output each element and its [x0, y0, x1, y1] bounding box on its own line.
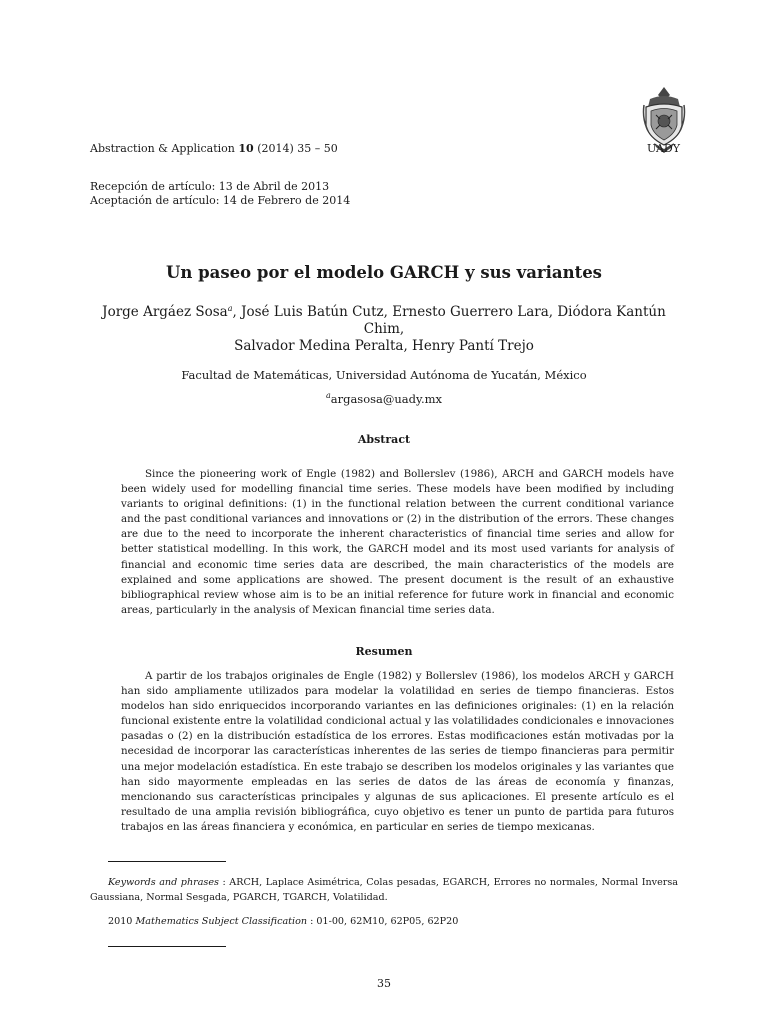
msc-label: Mathematics Subject Classification — [135, 916, 308, 927]
msc-prefix: 2010 — [108, 916, 136, 927]
paper-title: Un paseo por el modelo GARCH y sus variantes — [166, 263, 602, 282]
authors-line1: , José Luis Batún Cutz, Ernesto Guerrero Lara, Diódora Kantún Chim, — [232, 304, 666, 337]
journal-citation — [90, 142, 338, 156]
authors-line2: Salvador Medina Peralta, Henry Pantí Trejo — [234, 338, 534, 354]
publisher: UADY — [647, 142, 680, 155]
affiliation: Facultad de Matemáticas, Universidad Autónoma de Yucatán, México — [181, 368, 587, 382]
msc-footnote — [108, 914, 458, 929]
received-date: Recepción de artículo: 13 de Abril de 2013 — [90, 180, 330, 193]
email-mark: a — [325, 391, 331, 400]
first-author-mark: a — [227, 304, 233, 313]
msc-codes: : 01-00, 62M10, 62P05, 62P20 — [307, 916, 459, 927]
footnote-end-divider — [108, 946, 226, 947]
journal-name: Abstraction & Application — [90, 142, 235, 155]
journal-volume: 10 — [238, 142, 254, 155]
first-author: Jorge Argáez Sosa — [102, 304, 228, 320]
article-dates — [90, 180, 350, 208]
abstract-text: Since the pioneering work of Engle (1982) and Bollerslev (1986), ARCH and GARCH models have been widely used for modelling financial time series. These models have been modified by including variants to original definitions: (1) in the functional relation between the current conditional variance and the past conditional variances and innovations or (2) in the distribution of the errors. These changes are due to the need to incorporate the inherent characteristics of financial time series and allow for better statistical modelling. In this work, the GARCH model and its most used variants for analysis of financial and economic time series data are described, the main characteristics of the models are explained and some applications are showed. The present document is the result of an exhaustive bibliographical review whose aim is to be an initial reference for future work in financial and economic areas, particularly in the analysis of Mexican financial time series data. — [121, 468, 674, 616]
resumen-heading: Resumen — [355, 645, 413, 658]
footnote-divider — [108, 861, 226, 862]
keywords-label: Keywords and phrases — [108, 877, 219, 888]
resumen-text: A partir de los trabajos originales de Engle (1982) y Bollerslev (1986), los modelos ARCH y GARCH han sido ampliamente utilizados para modelar la volatilidad en series de tiempo financieras. Estos modelos han sido enriquecidos incorporando variantes en las definiciones originales: (1) en la relación funcional existente entre la volatilidad condicional actual y las volatilidades condicionales e innovaciones pasadas o (2) en la distribución estadística de los errores. Estas modificaciones están motivadas por la necesidad de incorporar las características inherentes de las series de tiempo financieras para permitir una mejor modelación estadística. En este trabajo se describen los modelos originales y las variantes que han sido mayormente empleadas en las series de datos de las áreas de economía y finanzas, mencionando sus características principales y algunas de sus aplicaciones. El presente artículo es el resultado de una amplia revisión bibliográfica, cuyo objetivo es tener un punto de partida para futuros trabajos en las áreas financiera y económica, en particular en series de tiempo mexicanas. — [121, 670, 674, 833]
keywords-text: : ARCH, Laplace Asimétrica, Colas pesadas, EGARCH, Errores no normales, Normal Inversa Gaussiana, Normal Sesgada, PGARCH, TGARCH, Volatilidad. — [90, 877, 678, 903]
keywords-footnote — [90, 875, 678, 905]
journal-year-pages: (2014) 35 – 50 — [257, 142, 338, 155]
accepted-date: Aceptación de artículo: 14 de Febrero de 2014 — [90, 194, 351, 207]
email-address[interactable]: argasosa@uady.mx — [330, 392, 443, 406]
page-number: 35 — [377, 977, 391, 990]
abstract-heading: Abstract — [357, 433, 411, 446]
corresponding-email — [0, 392, 768, 406]
author-list — [84, 304, 684, 355]
